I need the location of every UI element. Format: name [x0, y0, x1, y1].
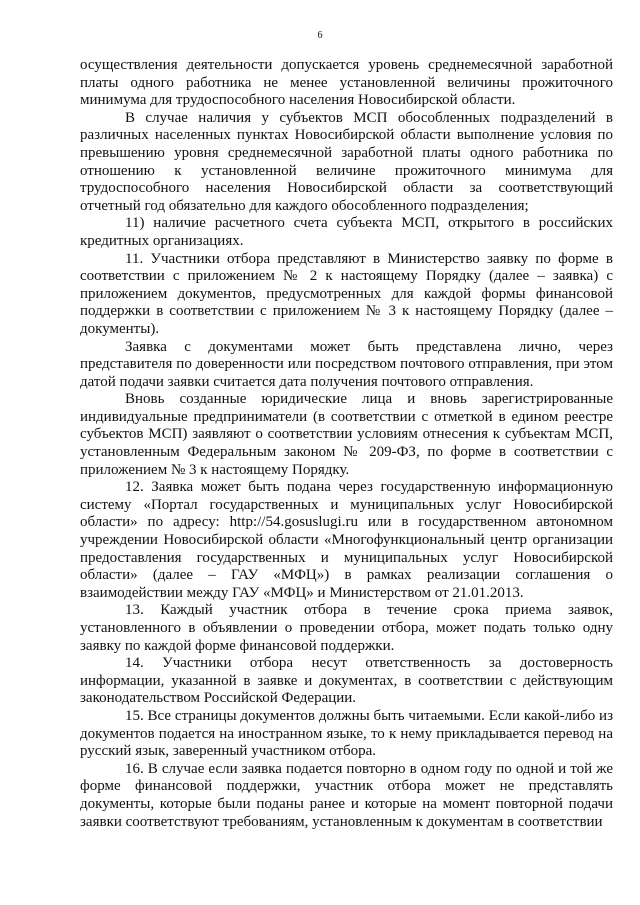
- paragraph: 11. Участники отбора представляют в Министерство заявку по форме в соответствии с приложением № 2 к настоящему Порядку (далее – заявка) с приложением документов, предусмотренных для каждой формы финансовой поддержки в соответствии с приложением № 3 к настоящему Порядку (далее – документы).: [80, 250, 613, 337]
- paragraph: 16. В случае если заявка подается повторно в одном году по одной и той же форме финансовой поддержки, участник отбора может не представлять документы, которые были поданы ранее и которые на момент повторной подачи заявки соответствуют требованиям, установленным к документам в соответствии: [80, 760, 613, 830]
- paragraph: В случае наличия у субъектов МСП обособленных подразделений в различных населенных пунктах Новосибирской области выполнение условия по превышению уровня среднемесячной заработной платы одного работника по отношению к установленной величине прожиточного минимума для трудоспособного населения Новосибирской области за соответствующий отчетный год обязательно для каждого обособленного подразделения;: [80, 109, 613, 214]
- paragraph: 13. Каждый участник отбора в течение срока приема заявок, установленного в объявлении о проведении отбора, может подать только одну заявку по каждой форме финансовой поддержки.: [80, 602, 613, 654]
- paragraph: Вновь созданные юридические лица и вновь зарегистрированные индивидуальные предприниматели (в соответствии с отметкой в едином реестре субъектов МСП) заявляют о соответствии условиям отнесения к субъектам МСП, установленным Федеральным законом № 209-ФЗ, по форме в соответствии с приложением № 3 к настоящему Порядку.: [80, 391, 613, 478]
- paragraph: 14. Участники отбора несут ответственность за достоверность информации, указанной в заявке и документах, в соответствии с действующим законодательством Российской Федерации.: [80, 655, 613, 707]
- paragraph: 15. Все страницы документов должны быть читаемыми. Если какой-либо из документов подается на иностранном языке, то к нему прикладывается перевод на русский язык, заверенный участником отбора.: [80, 707, 613, 760]
- paragraph: осуществления деятельности допускается уровень среднемесячной заработной платы одного работника не менее установленной величины прожиточного минимума для трудоспособного населения Новосибирской области.: [80, 57, 613, 109]
- paragraph: Заявка с документами может быть представлена лично, через представителя по доверенности или посредством почтового отправления, при этом датой подачи заявки считается дата получения почтового отправления.: [80, 338, 613, 390]
- paragraph: 12. Заявка может быть подана через государственную информационную систему «Портал государственных и муниципальных услуг Новосибирской области» по адресу: http://54.gosuslugi.ru или в государственном автономном учреждении Новосибирской области «Многофункциональный центр организации предоставления государственных и муниципальных услуг Новосибирской области» (далее – ГАУ «МФЦ») в рамках реализации соглашения о взаимодействии между ГАУ «МФЦ» и Министерством от 21.01.2013.: [80, 479, 613, 601]
- paragraph: 11) наличие расчетного счета субъекта МСП, открытого в российских кредитных организациях.: [80, 215, 613, 249]
- document-body: [80, 57, 613, 831]
- page-number: 6: [317, 30, 323, 41]
